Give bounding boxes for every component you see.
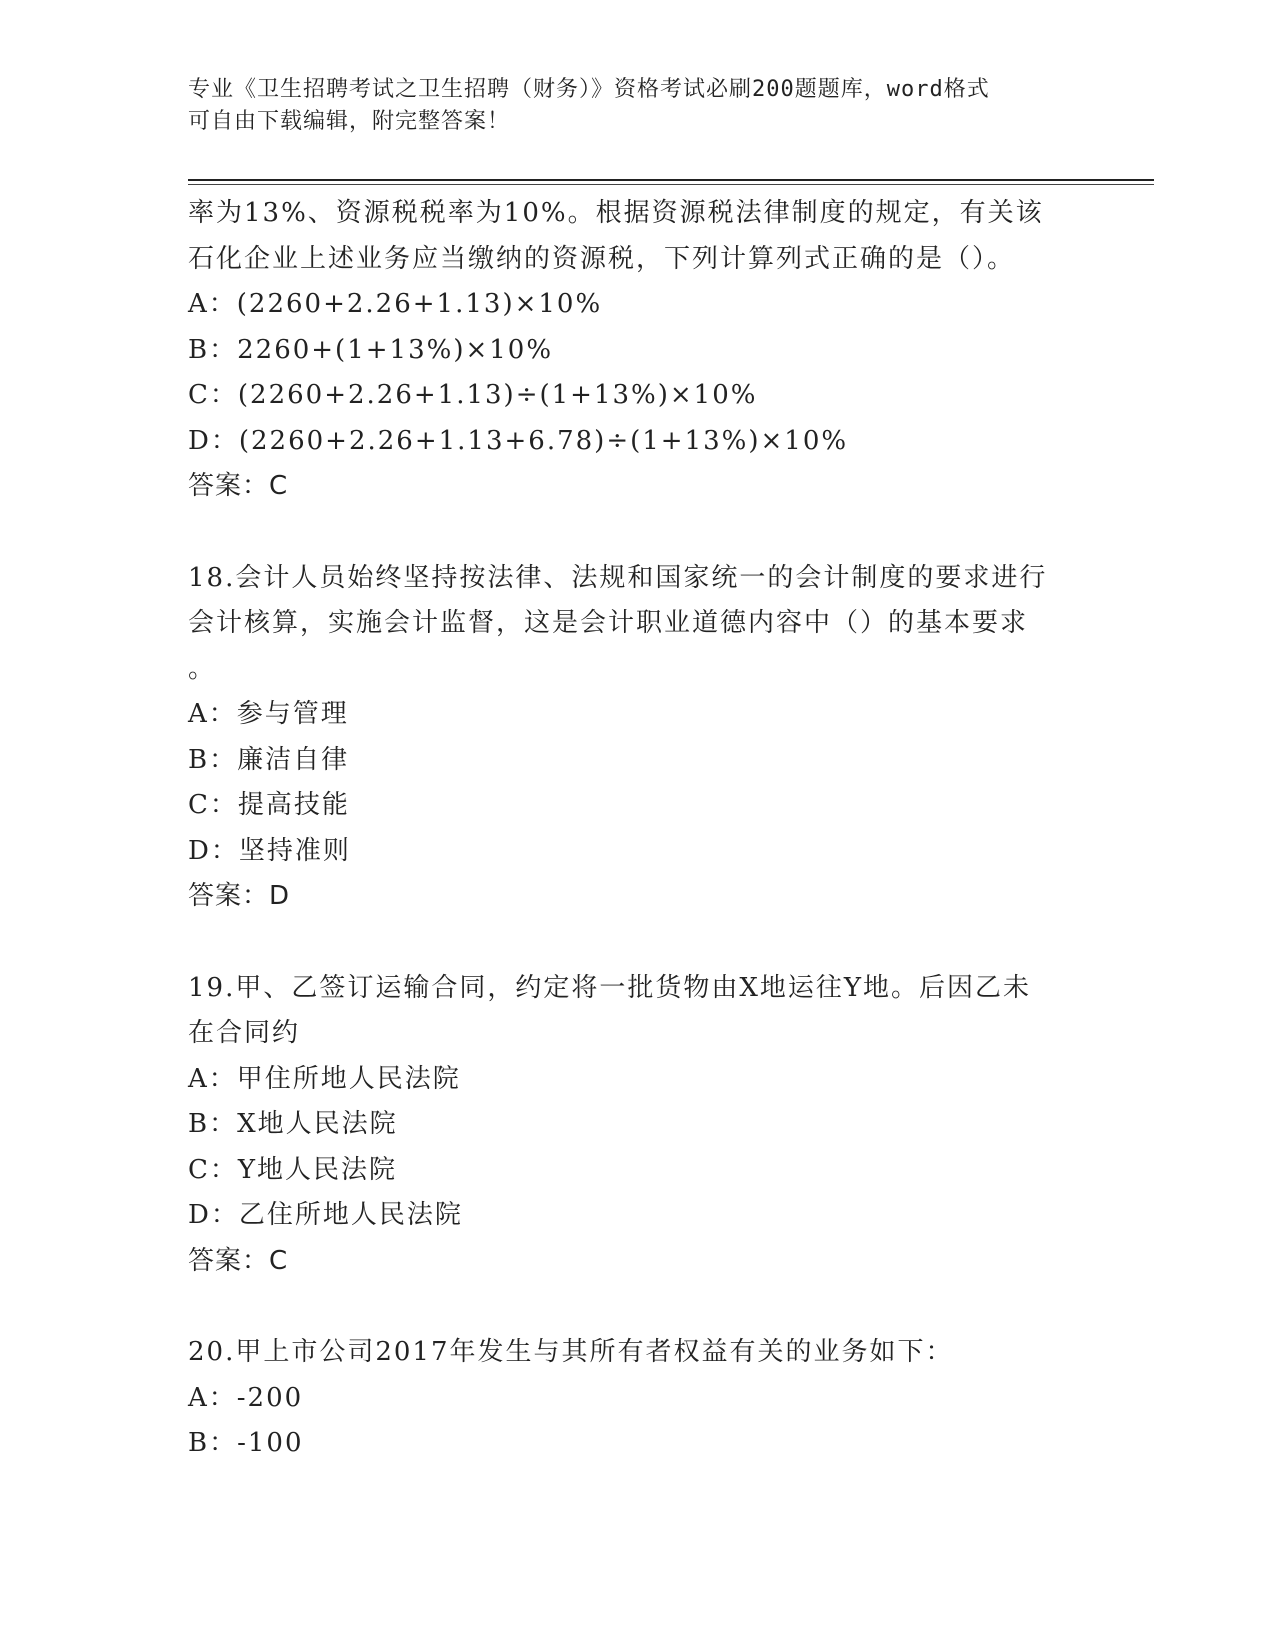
question-content (188, 191, 1088, 1467)
header-title-line-2: 可自由下载编辑，附完整答案！ (188, 109, 511, 134)
question-stem-line: 19.甲、乙签订运输合同，约定将一批货物由X地运往Y地。后因乙未 (188, 972, 1032, 1003)
option-d: D：(2260+2.26+1.13+6.78)÷(1+13%)×10% (188, 425, 849, 456)
document-header (188, 74, 1088, 138)
answer: 答案：C (188, 471, 289, 501)
question-stem-line: 会计核算，实施会计监督，这是会计职业道德内容中（）的基本要求 (188, 608, 1029, 638)
header-divider-thick (188, 179, 1154, 181)
option-c: C：提高技能 (188, 790, 350, 820)
question-stem-line: 。 (188, 653, 217, 684)
option-c: C：(2260+2.26+1.13)÷(1+13%)×10% (188, 380, 758, 410)
option-b: B：X地人民法院 (188, 1109, 398, 1139)
option-a: A：(2260+2.26+1.13)×10% (188, 289, 603, 319)
option-d: D：乙住所地人民法院 (188, 1200, 463, 1230)
question-19 (188, 966, 1088, 1285)
header-title-line-1: 专业《卫生招聘考试之卫生招聘（财务）》资格考试必刷200题题库，word格式 (188, 77, 990, 102)
answer: 答案：D (188, 881, 291, 911)
spacer (188, 920, 1088, 966)
option-a: A：甲住所地人民法院 (188, 1063, 461, 1094)
question-17 (188, 191, 1088, 510)
question-stem-line: 石化企业上述业务应当缴纳的资源税，下列计算列式正确的是（）。 (188, 243, 1016, 274)
question-stem-line: 20.甲上市公司2017年发生与其所有者权益有关的业务如下： (188, 1337, 954, 1367)
answer: 答案：C (188, 1245, 289, 1276)
option-b: B：-100 (188, 1428, 304, 1458)
question-18 (188, 556, 1088, 920)
question-stem-line: 率为13%、资源税税率为10%。根据资源税法律制度的规定，有关该 (188, 198, 1044, 228)
option-a: A：参与管理 (188, 699, 349, 729)
option-b: B：廉洁自律 (188, 744, 350, 775)
option-c: C：Y地人民法院 (188, 1154, 398, 1185)
spacer (188, 510, 1088, 556)
option-a: A：-200 (188, 1382, 304, 1413)
question-stem-line: 在合同约 (188, 1018, 301, 1048)
option-d: D：坚持准则 (188, 835, 351, 866)
question-stem-line: 18.会计人员始终坚持按法律、法规和国家统一的会计制度的要求进行 (188, 562, 1048, 593)
header-divider-thin (188, 184, 1154, 185)
question-20 (188, 1330, 1088, 1467)
spacer (188, 1284, 1088, 1330)
option-b: B：2260+(1+13%)×10% (188, 334, 554, 365)
